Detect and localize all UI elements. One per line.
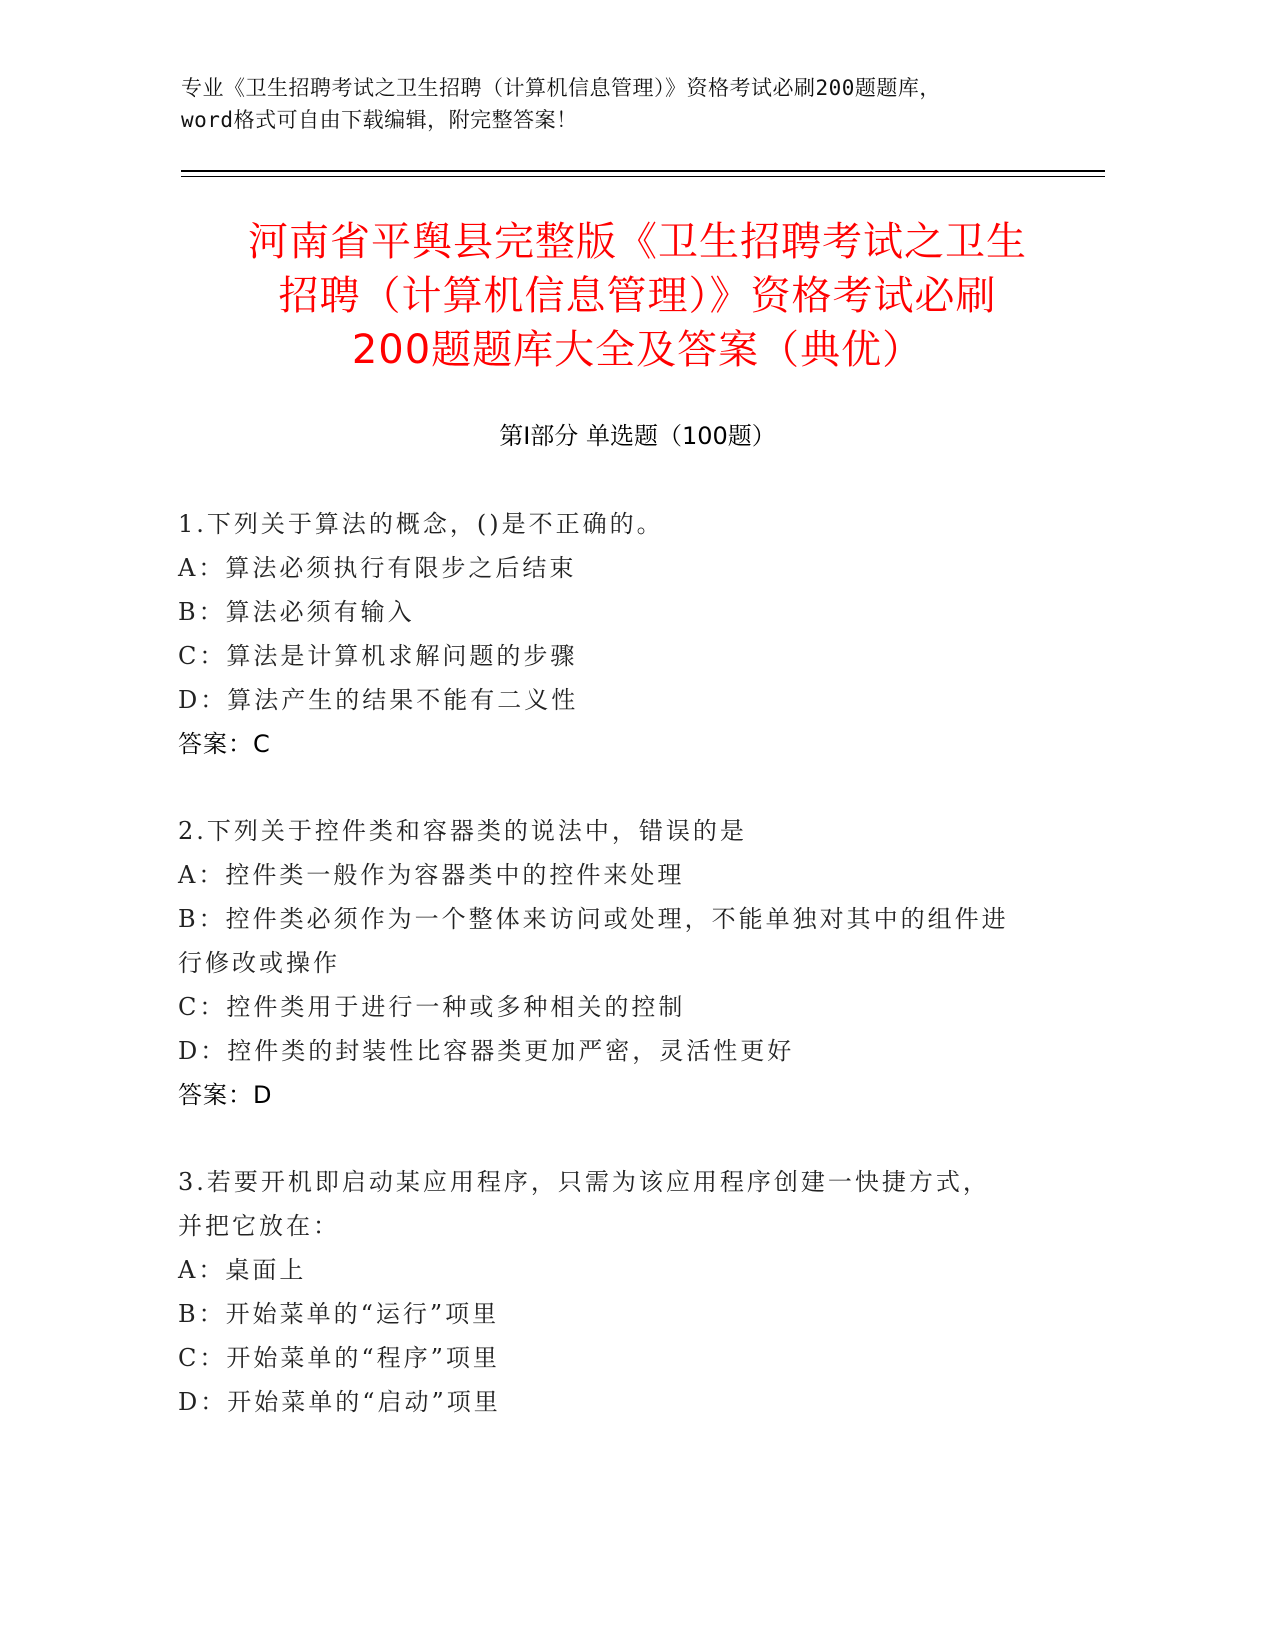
option-b: B：算法必须有输入: [178, 598, 415, 626]
header-note: [181, 72, 1061, 136]
option-d: D：算法产生的结果不能有二义性: [178, 686, 579, 714]
question-2: [178, 809, 1048, 1117]
question-stem: 2.下列关于控件类和容器类的说法中，错误的是: [178, 817, 747, 845]
document-title-line-2: 招聘（计算机信息管理）》资格考试必刷: [278, 273, 997, 319]
option-b-continued: 行修改或操作: [178, 949, 340, 977]
question-list: [178, 502, 1048, 1467]
document-title: [150, 215, 1125, 377]
question-stem: 1.下列关于算法的概念，()是不正确的。: [178, 510, 664, 538]
header-note-line-1: 专业《卫生招聘考试之卫生招聘（计算机信息管理）》资格考试必刷200题题库，: [181, 76, 941, 100]
document-title-line-3: 200题题库大全及答案（典优）: [351, 327, 924, 373]
header-note-line-2: word格式可自由下载编辑，附完整答案！: [181, 108, 578, 132]
option-a: A：算法必须执行有限步之后结束: [178, 554, 577, 582]
option-a: A：控件类一般作为容器类中的控件来处理: [178, 861, 685, 889]
answer: 答案：D: [178, 1081, 273, 1109]
option-d: D：开始菜单的“启动”项里: [178, 1388, 501, 1416]
option-d: D：控件类的封装性比容器类更加严密，灵活性更好: [178, 1037, 795, 1065]
question-1: [178, 502, 1048, 766]
option-c: C：开始菜单的“程序”项里: [178, 1344, 500, 1372]
option-a: A：桌面上: [178, 1256, 307, 1284]
section-title: 第Ⅰ部分 单选题（100题）: [499, 422, 776, 450]
option-c: C：算法是计算机求解问题的步骤: [178, 642, 578, 670]
question-stem: 3.若要开机即启动某应用程序，只需为该应用程序创建一快捷方式，: [178, 1168, 990, 1196]
document-title-line-1: 河南省平舆县完整版《卫生招聘考试之卫生: [248, 219, 1027, 265]
question-stem-continued: 并把它放在：: [178, 1212, 340, 1240]
option-b: B：控件类必须作为一个整体来访问或处理，不能单独对其中的组件进: [178, 905, 1009, 933]
option-c: C：控件类用于进行一种或多种相关的控制: [178, 993, 686, 1021]
answer: 答案：C: [178, 730, 271, 758]
option-b: B：开始菜单的“运行”项里: [178, 1300, 500, 1328]
header-divider-thin: [181, 176, 1105, 177]
header-divider-thick: [181, 170, 1105, 172]
question-3: [178, 1160, 1048, 1424]
